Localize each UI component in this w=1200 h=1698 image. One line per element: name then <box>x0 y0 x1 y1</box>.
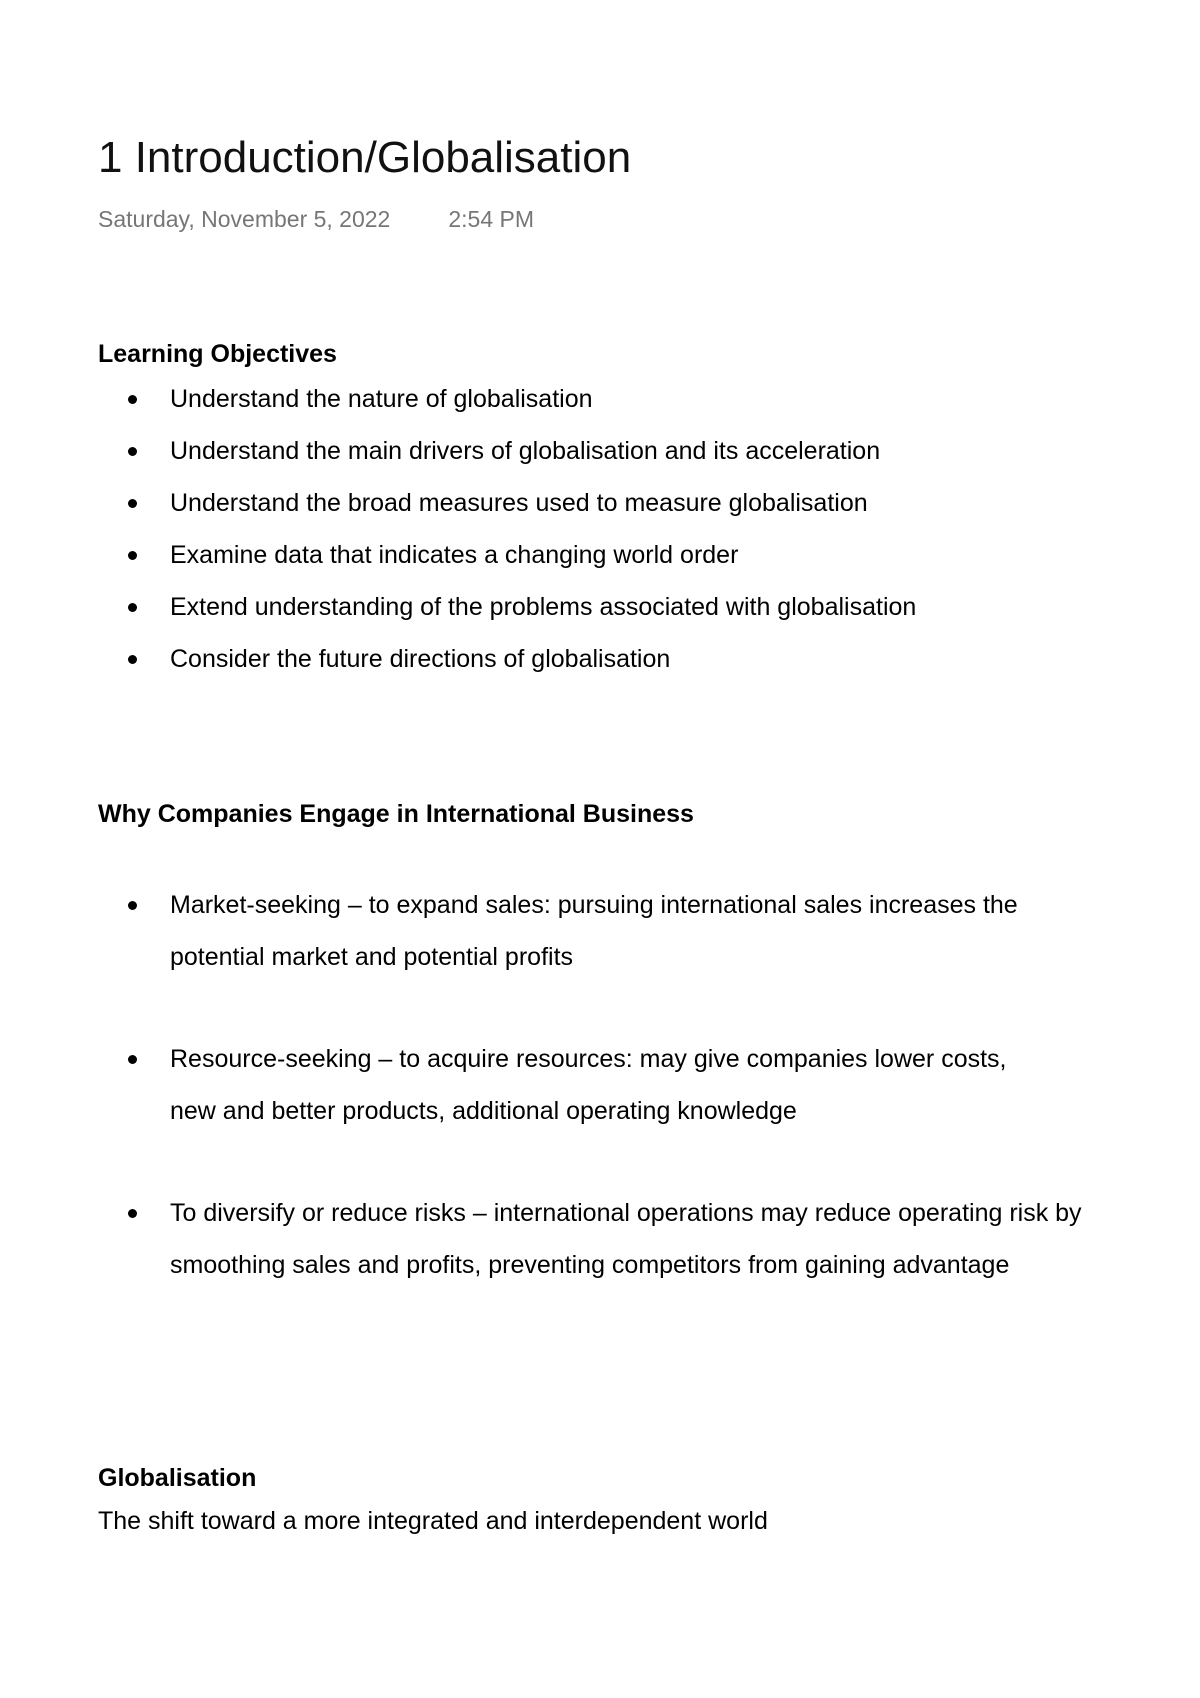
bullet-icon <box>128 447 137 456</box>
page-timestamp <box>98 206 534 233</box>
bullet-icon <box>128 603 137 612</box>
bullet-icon <box>128 655 137 664</box>
list-item: Understand the nature of globalisation <box>98 373 1098 425</box>
page-date: Saturday, November 5, 2022 <box>98 206 391 232</box>
bullet-icon <box>128 1209 137 1218</box>
list-item: Understand the main drivers of globalisation and its acceleration <box>98 425 1098 477</box>
page-title: 1 Introduction/Globalisation <box>98 133 632 182</box>
cut-off-text-line <box>98 1592 578 1596</box>
list-item: Extend understanding of the problems associated with globalisation <box>98 581 1030 633</box>
bullet-icon <box>128 1055 137 1064</box>
bullet-icon <box>128 551 137 560</box>
globalisation-heading: Globalisation <box>98 1464 257 1492</box>
globalisation-definition: The shift toward a more integrated and interdependent world <box>98 1506 768 1535</box>
list-item: Understand the broad measures used to measure globalisation <box>98 477 1098 529</box>
bullet-icon <box>128 499 137 508</box>
list-item: Market-seeking – to expand sales: pursuing international sales increases the potential market and potential profits <box>98 879 1090 983</box>
learning-objectives-section <box>98 338 1098 685</box>
why-companies-section <box>98 798 1098 1341</box>
learning-objectives-list <box>98 373 1098 685</box>
bullet-icon <box>128 901 137 910</box>
globalisation-section <box>98 1462 1098 1547</box>
why-companies-heading: Why Companies Engage in International Business <box>98 800 694 828</box>
page-time: 2:54 PM <box>448 206 535 232</box>
list-item: Resource-seeking – to acquire resources: may give companies lower costs, new and better products, additional operating knowledge <box>98 1033 1050 1137</box>
list-item: Consider the future directions of globalisation <box>98 633 1098 685</box>
learning-objectives-heading: Learning Objectives <box>98 340 337 368</box>
list-item: To diversify or reduce risks – international operations may reduce operating risk by smoothing sales and profits, preventing competitors from gaining advantage <box>98 1187 1130 1291</box>
list-item: Examine data that indicates a changing world order <box>98 529 1098 581</box>
bullet-icon <box>128 395 137 404</box>
why-companies-list <box>98 879 1098 1291</box>
